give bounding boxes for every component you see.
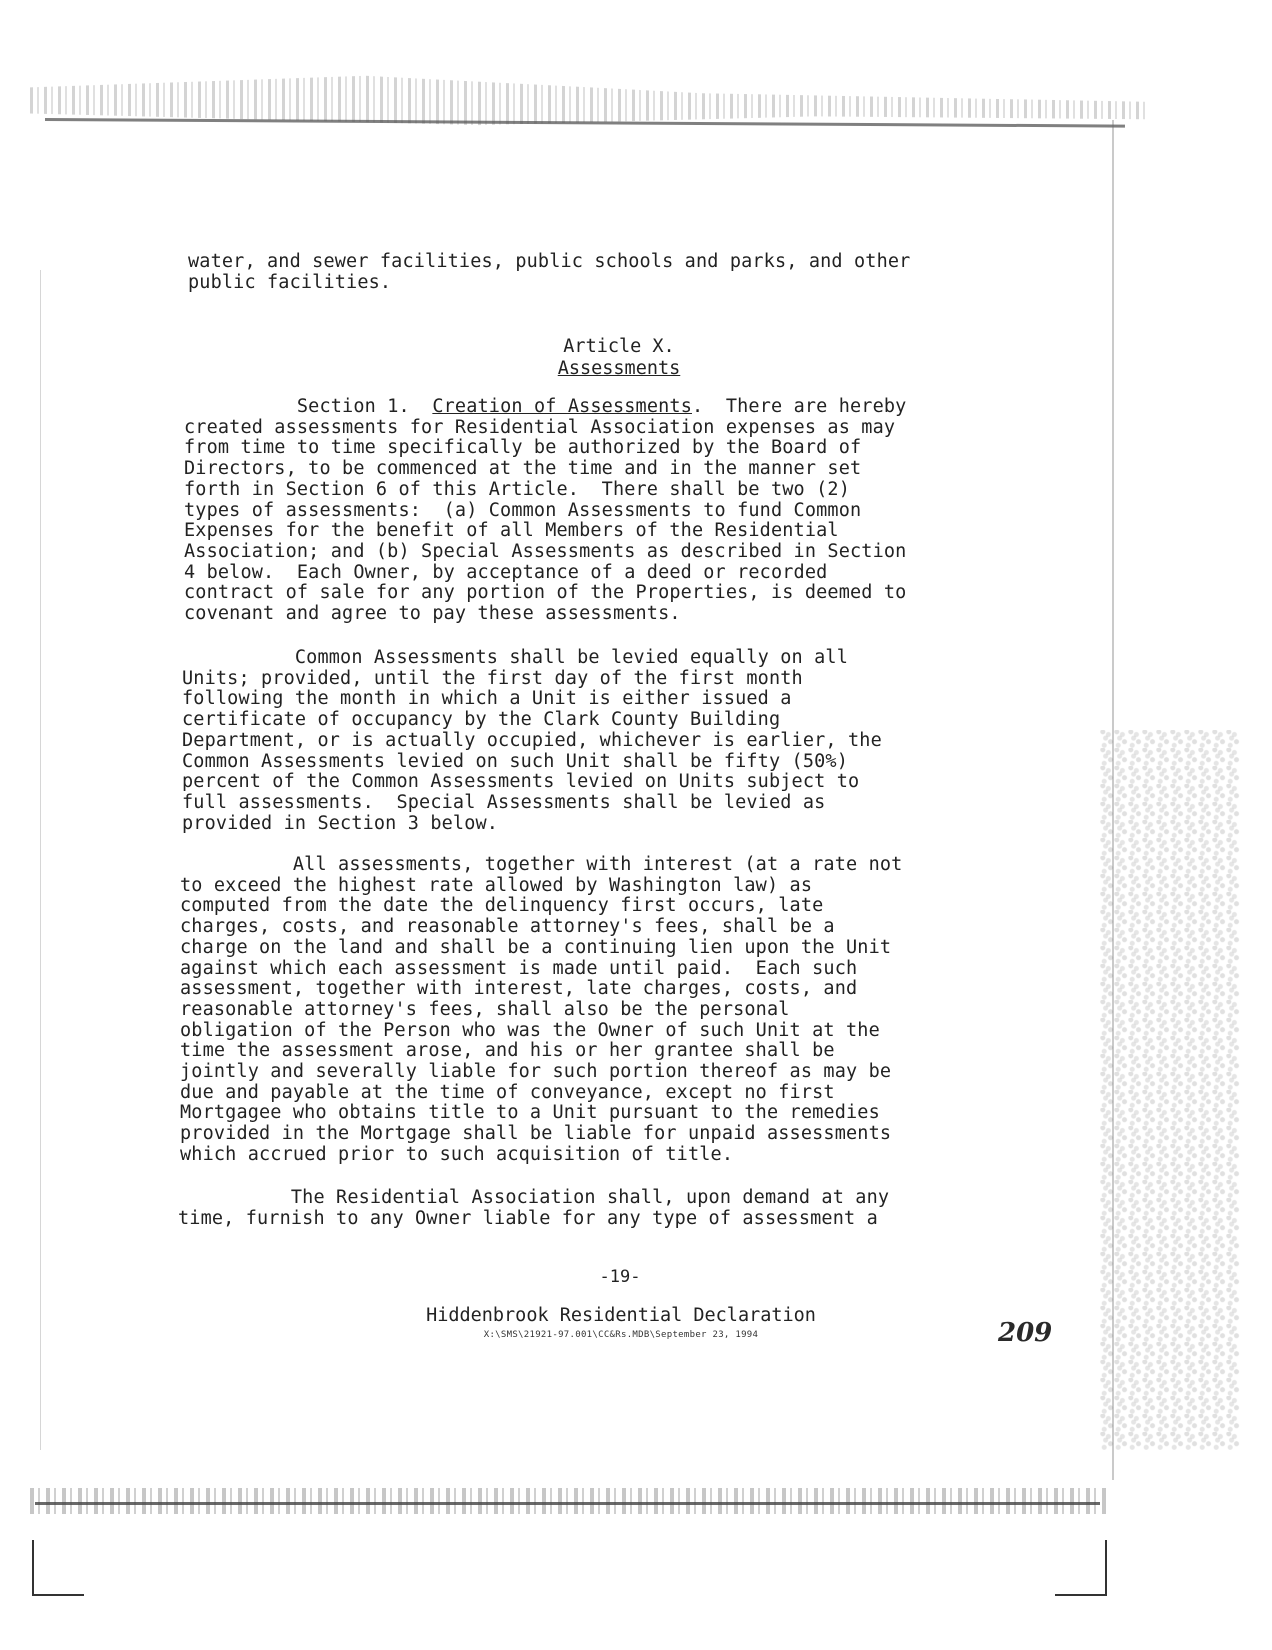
paragraph-line: contract of sale for any portion of the Properties, is deemed to <box>184 582 907 604</box>
paragraph-line: percent of the Common Assessments levied on Units subject to <box>182 771 860 793</box>
paragraph-line: which accrued prior to such acquisition of title. <box>180 1143 734 1165</box>
paragraph-line: computed from the date the delinquency first occurs, late <box>180 895 824 917</box>
section-1-paragraph <box>184 397 906 625</box>
paragraph-line: time, furnish to any Owner liable for any type of assessment a <box>178 1207 878 1229</box>
paragraph-line: Directors, to be commenced at the time and in the manner set <box>184 458 862 480</box>
paragraph-line: forth in Section 6 of this Article. There shall be two (2) <box>184 478 850 500</box>
paragraph-line: charge on the land and shall be a continuing lien upon the Unit <box>180 936 892 958</box>
scan-edge-bottom <box>35 1502 1100 1505</box>
footer-file-path: X:\SMS\21921-97.001\CC&Rs.MDB\September 23, 1994 <box>483 1330 759 1340</box>
paragraph-line: reasonable attorney's fees, shall also be the personal <box>180 998 790 1020</box>
footer-document-title: Hiddenbrook Residential Declaration <box>426 1305 816 1326</box>
paragraph-line: covenant and agree to pay these assessments. <box>184 603 681 625</box>
paragraph-line: assessment, together with interest, late charges, costs, and <box>180 978 858 1000</box>
common-assessments-paragraph <box>182 648 882 834</box>
paragraph-line: 4 below. Each Owner, by acceptance of a deed or recorded <box>184 561 828 583</box>
paragraph-line: created assessments for Residential Association expenses as may <box>184 416 896 438</box>
certificate-paragraph <box>178 1188 889 1229</box>
paragraph-line: provided in the Mortgage shall be liable for unpaid assessments <box>180 1123 892 1145</box>
paragraph-line: from time to time specifically be authorized by the Board of <box>184 437 862 459</box>
intro-line: public facilities. <box>188 271 392 293</box>
section-lead: Section 1. <box>296 396 433 417</box>
paragraph-line: following the month in which a Unit is either issued a <box>182 688 792 710</box>
paragraph-line: Mortgagee who obtains title to a Unit pursuant to the remedies <box>180 1102 880 1124</box>
paragraph-line: certificate of occupancy by the Clark County Building <box>182 709 781 731</box>
page-number: -19- <box>599 1267 641 1287</box>
paragraph-line: The Residential Association shall, upon demand at any <box>178 1187 890 1208</box>
paragraph-line: Units; provided, until the first day of the first month <box>182 667 803 689</box>
paragraph-line: full assessments. Special Assessments shall be levied as <box>182 791 826 813</box>
paragraph-line: charges, costs, and reasonable attorney's fees, shall be a <box>180 916 835 938</box>
crop-mark-bottom-right <box>1055 1540 1107 1596</box>
intro-line: water, and sewer facilities, public schools and parks, and other <box>188 251 911 272</box>
lien-paragraph <box>180 855 902 1166</box>
paragraph-line: time the assessment arose, and his or her grantee shall be <box>180 1040 835 1062</box>
scan-speckle <box>1100 730 1240 1450</box>
scan-noise-bottom <box>30 1488 1110 1514</box>
paragraph-line: Common Assessments levied on such Unit shall be fifty (50%) <box>182 750 848 772</box>
intro-paragraph <box>188 252 910 293</box>
article-number: Article X. <box>563 336 675 357</box>
article-title: Assessments <box>557 358 681 379</box>
paragraph-line: Common Assessments shall be levied equally on all <box>182 647 848 668</box>
handwritten-page-stamp: 209 <box>998 1318 1053 1348</box>
paragraph-line: provided in Section 3 below. <box>182 812 499 834</box>
section-heading: Creation of Assessments <box>432 396 692 417</box>
paragraph-line: against which each assessment is made until paid. Each such <box>180 957 858 979</box>
crop-mark-bottom-left <box>32 1540 84 1596</box>
paragraph-line: to exceed the highest rate allowed by Washington law) as <box>180 874 813 896</box>
paragraph-line: types of assessments: (a) Common Assessments to fund Common <box>184 499 862 521</box>
paragraph-line: . There are hereby <box>691 396 907 417</box>
paragraph-line: Department, or is actually occupied, whichever is earlier, the <box>182 729 882 751</box>
paragraph-line: Expenses for the benefit of all Members of the Residential <box>184 520 839 542</box>
paragraph-line: Association; and (b) Special Assessments as described in Section <box>184 540 907 562</box>
paragraph-line: jointly and severally liable for such portion thereof as may be <box>180 1061 892 1083</box>
paragraph-line: obligation of the Person who was the Owner of such Unit at the <box>180 1019 880 1041</box>
paragraph-line: All assessments, together with interest (at a rate not <box>180 854 903 875</box>
paragraph-line: due and payable at the time of conveyance, except no first <box>180 1081 835 1103</box>
